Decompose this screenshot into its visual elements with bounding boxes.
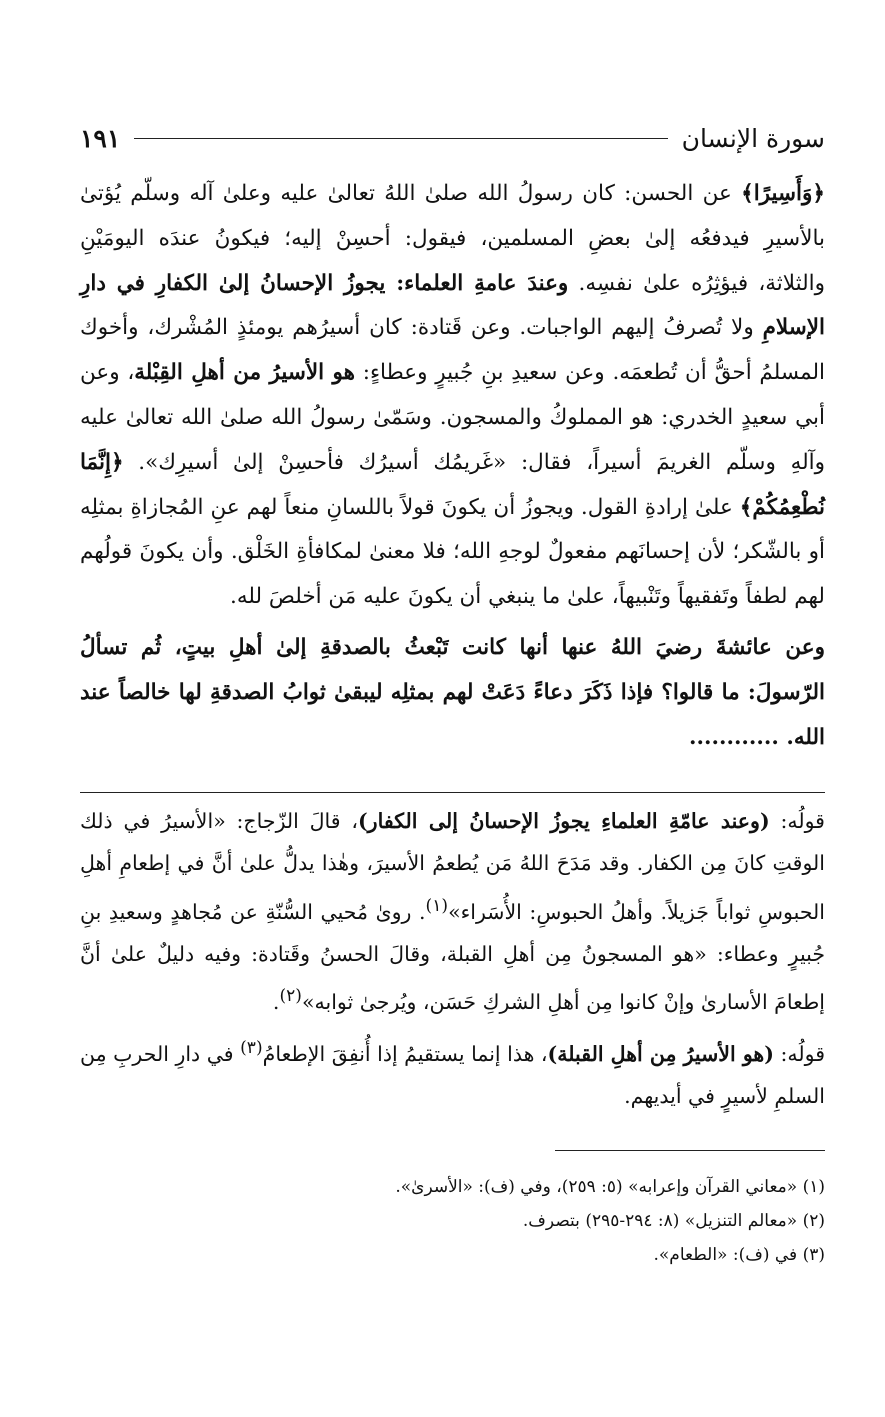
- commentary-paragraph-2: [80, 1027, 825, 1117]
- page-number: ١٩١: [80, 123, 121, 153]
- text-segment: علىٰ إرادةِ القول. ويجوزُ أن يكونَ قولاً باللسانِ منعاً لهم عنِ المُجازاةِ بمثلِه أو بالشّكر؛ لأن إحسانَهم مفعولٌ لوجهِ الله؛ فلا معنىٰ لمكافأةِ الخَلْق. وأن يكونَ قولُهم لهم لطفاً وتَفقيهاً وتَنْبيهاً، علىٰ ما ينبغي أن يكونَ عليه مَن أخلصَ لله.: [80, 494, 825, 610]
- text-segment: في دارِ الحربِ مِن السلمِ لأسيرٍ في أيديهم.: [80, 1041, 825, 1109]
- page-header: [80, 118, 825, 158]
- main-paragraph-2: وعن عائشةَ رضيَ اللهُ عنها أنها كانت تَبْعثُ بالصدقةِ إلىٰ أهلِ بيتٍ، ثُم تسألُ الرّسولَ: ما قالوا؟ فإذا ذَكَرَ دعاءً دَعَتْ لهم بمثلِه ليبقىٰ ثوابُ الصدقةِ لها خالصاً عند الله. ............: [80, 634, 825, 750]
- footnote-item: (٣) في (ف): «الطعام».: [653, 1245, 825, 1265]
- bold-text: (وعند عامّةِ العلماءِ يجوزُ الإحسانُ إلى الكفار): [357, 809, 770, 833]
- bold-text: (هو الأسيرُ مِن أهلِ القبلة): [547, 1041, 774, 1066]
- text-segment: .: [272, 989, 280, 1014]
- main-paragraph-1: [80, 172, 825, 620]
- lead-word: قولُه:: [773, 1041, 825, 1066]
- text-segment: ، وعن أبي سعيدٍ الخدري: هو المملوكُ والمسجون. وسَمّىٰ رسولُ الله صلىٰ الله تعالىٰ عليه وآلهِ وسلّم الغريمَ أسيراً، فقال: «غَريمُك أسيرُك فأحسِنْ إلىٰ أسيرِك».: [80, 360, 825, 475]
- text-segment: ولا تُصرفُ إليهم الواجبات. وعن قَتادة: كان أسيرُهم يومئذٍ المُشْرك، وأخوك المسلمُ أحقُّ أن تُطعمَه. وعن سعيدِ بنِ جُبيرٍ وعطاءٍ:: [80, 315, 825, 386]
- lead-word: قولُه:: [769, 809, 825, 833]
- text-segment: ، هذا إنما يستقيمُ إذا أُنفِقَ الإطعامُ: [262, 1041, 548, 1066]
- footnotes: [80, 1170, 825, 1272]
- bold-text: هو الأسيرُ من أهلِ القِبْلة: [134, 360, 355, 386]
- text-segment: ، قالَ الزّجاج: «الأسيرُ في ذلك الوقتِ كانَ مِن الكفار. وقد مَدَحَ اللهُ مَن يُطعمُ الأسيرَ، وهٰذا يدلُّ علىٰ أنَّ في إطعامِ أهلِ الحبوسِ ثواباً جَزيلاً. وأهلُ الحبوسِ: الأُسَراء»: [80, 809, 825, 924]
- bold-text: وعندَ عامةِ العلماء: يجوزُ الإحسانُ إلىٰ الكفارِ في دارِ الإسلامِ: [80, 270, 825, 341]
- footnote-item: (١) «معاني القرآن وإعرابه» (٥: ٢٥٩)، وفي (ف): «الأسرىٰ».: [395, 1177, 825, 1197]
- quran-quote: ﴿وَأَسِيرًا﴾: [741, 181, 825, 206]
- footnote-ref[interactable]: (٣): [240, 1038, 263, 1059]
- footnote-ref[interactable]: (١): [425, 895, 449, 916]
- text-segment: عن الحسن: كان رسولُ الله صلىٰ اللهُ تعالىٰ عليه وعلىٰ آله وسلّم يُؤتىٰ بالأسيرِ فيدفعُه إلىٰ بعضِ المسلمين، فيقول: أحسِنْ إليه؛ فيكونُ عندَه اليومَيْنِ والثلاثة، فيؤثِرُه علىٰ نفسِه.: [80, 181, 825, 296]
- footnote-item: (٢) «معالم التنزيل» (٨: ٢٩٤-٢٩٥) بتصرف.: [522, 1211, 825, 1231]
- commentary-paragraph-1: [80, 800, 825, 1023]
- footnote-divider: [555, 1150, 825, 1151]
- section-divider: [80, 792, 825, 793]
- quran-quote: ﴿إِنَّمَا نُطْعِمُكُمْ﴾: [80, 449, 825, 520]
- footnote-ref[interactable]: (٢): [279, 986, 302, 1007]
- commentary: [80, 800, 825, 1118]
- main-text: [80, 172, 825, 760]
- chapter-title: سورة الإنسان: [681, 123, 825, 153]
- text-segment: . روىٰ مُحيي السُّنّةِ عن مُجاهدٍ وسعيدِ بنِ جُبيرٍ وعطاء: «هو المسجونُ مِن أهلِ القبلة، وقالَ الحسنُ وقَتادة: وفيه دليلٌ علىٰ أنَّ إطعامَ الأسارىٰ وإنْ كانوا مِن أهلِ الشركِ حَسَن، ويُرجىٰ ثوابه»: [80, 899, 825, 1014]
- header-rule: [134, 138, 667, 139]
